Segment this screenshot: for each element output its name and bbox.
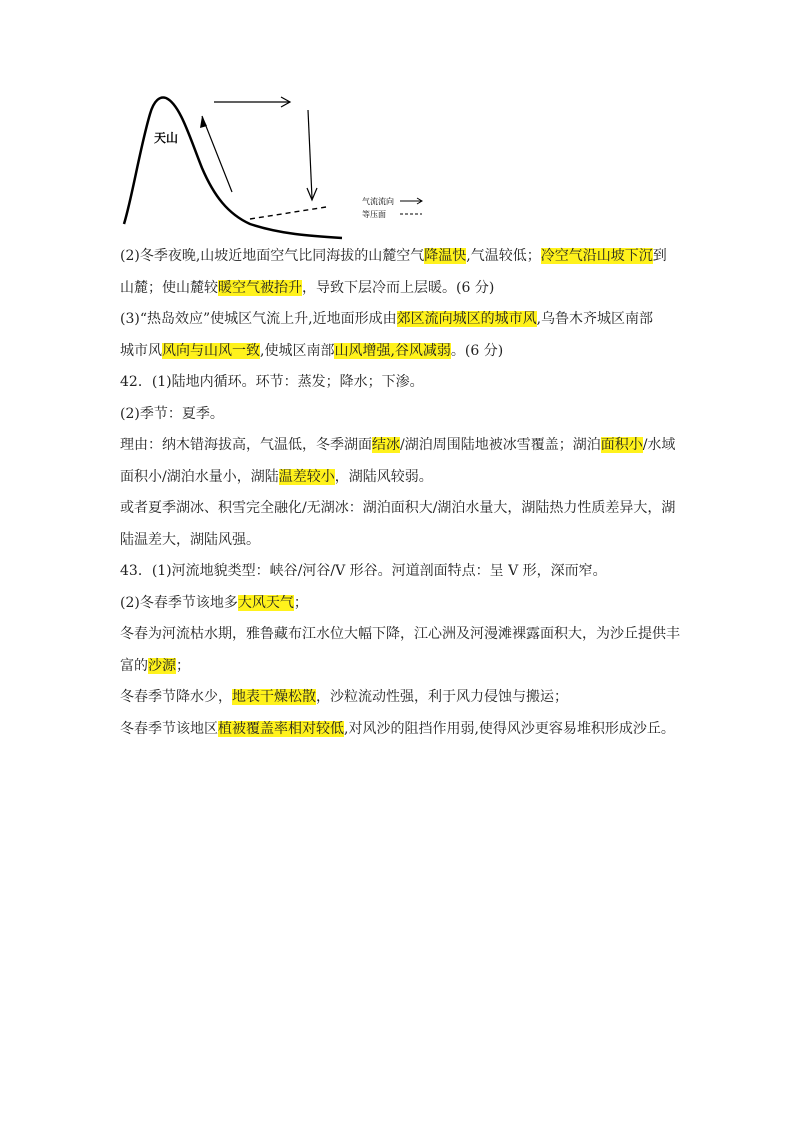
answer-line [120,687,700,707]
text-segment: 42．(1)陆地内循环。环节：蒸发；降水；下渗。 [120,374,424,390]
highlighted-keyword: 郊区流向城区的城市风 [396,311,537,327]
highlighted-keyword: 降温快 [424,248,467,264]
text-segment: 冬春季节该地区 [120,720,218,737]
text-segment: /湖泊周围陆地被冰雪覆盖；湖泊 [400,437,601,453]
highlighted-keyword: 面积小 [600,437,643,453]
legend-airflow-label: 气流流向 [362,197,394,206]
text-segment: /水域 [642,437,676,453]
text-segment: (2)冬季夜晚,山坡近地面空气比同海拔的山麓空气 [120,248,425,264]
highlighted-keyword: 山风增强,谷风减弱 [334,342,451,359]
highlighted-keyword: 温差较小 [278,468,335,485]
answer-line [120,624,700,644]
answer-line [120,404,700,424]
answer-line [120,719,700,739]
answer-line [120,246,700,266]
text-segment: 富的 [120,657,148,674]
text-segment: ； [176,657,190,674]
answer-line [120,467,700,487]
text-segment: 冬春为河流枯水期，雅鲁藏布江水位大幅下降，江心洲及河漫滩裸露面积大，为沙丘提供丰 [120,626,680,642]
highlighted-keyword: 沙源 [148,657,176,674]
text-segment: 山麓；使山麓较 [120,279,218,296]
answer-line [120,530,700,550]
upslope-arrow [202,116,232,192]
highlighted-keyword: 地表干燥松散 [232,689,316,705]
legend-isobar-label: 等压面 [362,210,386,219]
text-segment: 理由：纳木错海拔高，气温低，冬季湖面 [120,437,372,453]
highlighted-keyword: 冷空气沿山坡下沉 [540,248,653,264]
answer-line [120,309,700,329]
text-segment: 到 [652,248,667,264]
text-segment: 冬春季节降水少， [120,689,232,705]
text-segment: ，导致下层冷而上层暖。(6 分) [302,279,495,296]
answer-line [120,278,700,298]
answer-text-body [120,246,700,750]
answer-line [120,498,700,518]
text-segment: (2)冬春季节该地多 [120,594,238,611]
text-segment: 城市风 [120,342,162,359]
text-segment: ； [293,594,308,611]
answer-line [120,341,700,361]
text-segment: 面积小/湖泊水量小，湖陆 [120,468,279,485]
text-segment: ，沙粒流动性强，利于风力侵蚀与搬运； [316,689,568,705]
answer-line [120,435,700,455]
highlighted-keyword: 植被覆盖率相对较低 [218,720,344,737]
text-segment: 陆温差大，湖陆风强。 [120,531,260,548]
text-segment: ,气温较低； [466,248,541,264]
text-segment: ,使城区南部 [260,342,335,359]
text-segment: ,乌鲁木齐城区南部 [536,311,654,327]
text-segment: (2)季节：夏季。 [120,405,224,422]
text-segment: 43．(1)河流地貌类型：峡谷/河谷/V 形谷。河道剖面特点：呈 V 形，深而窄。 [120,563,607,579]
highlighted-keyword: 大风天气 [237,594,294,611]
text-segment: ,对风沙的阻挡作用弱,使得风沙更容易堆积形成沙丘。 [344,720,675,737]
text-segment: 或者夏季湖冰、积雪完全融化/无湖冰：湖泊面积大/湖泊水量大，湖陆热力性质差异大，湖 [120,500,676,516]
mountain-airflow-diagram [110,88,450,248]
highlighted-keyword: 暖空气被抬升 [218,279,302,296]
highlighted-keyword: 结冰 [372,437,400,453]
answer-line [120,656,700,676]
descending-arrow [308,110,312,198]
answer-line [120,593,700,613]
mountain-outline [124,98,342,238]
answer-line [120,372,700,392]
text-segment: (3)“热岛效应”使城区气流上升,近地面形成由 [120,311,397,327]
text-segment: ，湖陆风较弱。 [334,468,433,485]
answer-line [120,561,700,581]
isobar-line [250,207,326,219]
text-segment: 。(6 分) [450,342,504,359]
highlighted-keyword: 风向与山风一致 [162,342,260,359]
mountain-label: 天山 [154,131,179,145]
